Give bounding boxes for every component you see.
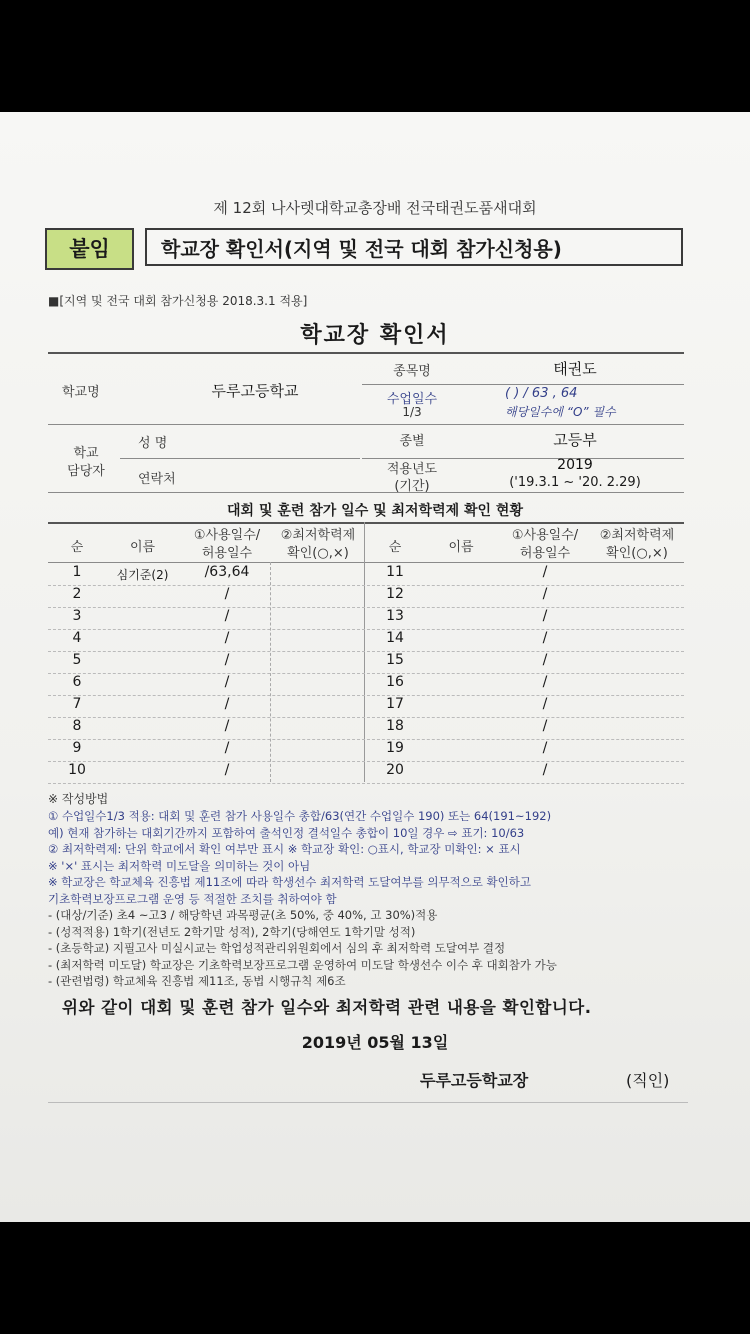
- table-row-days: /: [224, 696, 230, 712]
- col-header-days-right-2: 허용일수: [519, 546, 571, 561]
- col-header-check: ②최저학력제: [280, 528, 356, 543]
- table-row-no: 3: [72, 608, 82, 624]
- col-header-no-right: 순: [388, 540, 402, 555]
- col-header-days-2: 허용일수: [201, 546, 253, 561]
- year-label-2: (기간): [394, 479, 430, 494]
- days-note: 해당일수에 “O” 필수: [505, 405, 616, 419]
- year-value: 2019: [557, 457, 593, 473]
- table-row-no: 7: [72, 696, 82, 712]
- table-row-no: 19: [386, 740, 404, 756]
- division-value: 고등부: [553, 431, 597, 449]
- col-header-check-right-2: 확인(○,×): [606, 546, 668, 561]
- instruction-line: 예) 현재 참가하는 대회기간까지 포함하여 출석인정 결석일수 총합이 10일 경우 ⇨ 표기: 10/63: [48, 825, 525, 840]
- table-row-days: /: [224, 586, 230, 602]
- table-row-days: /: [542, 586, 548, 602]
- table-row-no: 15: [386, 652, 404, 668]
- event-value: 태권도: [553, 360, 597, 378]
- table-row-no: 18: [386, 718, 404, 734]
- days-label-ratio: 1/3: [402, 405, 422, 419]
- attachment-badge: 붙임: [45, 228, 134, 270]
- table-row-days: /: [542, 652, 548, 668]
- table-row-no: 13: [386, 608, 404, 624]
- instruction-line: ※ 학교장은 학교체육 진흥법 제11조에 따라 학생선수 최저학력 도달여부를 의무적으로 확인하고: [48, 875, 531, 889]
- table-row-days: /: [542, 696, 548, 712]
- instruction-line: - (성적적용) 1학기(전년도 2학기말 성적), 2학기(당해연도 1학기말 성적): [48, 924, 416, 939]
- table-row-days: /: [542, 564, 548, 580]
- table-row-days: /63,64: [204, 564, 250, 580]
- table-row-days: /: [542, 674, 548, 690]
- table-row-days: /: [224, 652, 230, 668]
- col-header-days-right: ①사용일수/: [511, 528, 579, 543]
- table-row-no: 12: [386, 586, 404, 602]
- table-row-no: 9: [72, 740, 82, 756]
- document-header: 학교장 확인서(지역 및 전국 대회 참가신청용): [145, 228, 683, 266]
- days-label: 수업일수: [386, 392, 438, 407]
- days-value: ( ) / 63 , 64: [505, 386, 578, 401]
- document-page: [0, 112, 750, 1222]
- division-label: 종별: [399, 434, 425, 449]
- table-row-days: /: [224, 674, 230, 690]
- table-row-days: /: [224, 762, 230, 778]
- status-title: 대회 및 훈련 참가 일수 및 최저학력제 확인 현황: [227, 503, 523, 519]
- table-row-days: /: [224, 608, 230, 624]
- event-title: 제 12회 나사렛대학교총장배 전국태권도품새대회: [213, 199, 537, 217]
- application-note: ■[지역 및 전국 대회 참가신청용 2018.3.1 적용]: [48, 294, 308, 308]
- instruction-line: ① 수업일수1/3 적용: 대회 및 훈련 참가 사용일수 총합/63(연간 수업일수 190) 또는 64(191~192): [48, 809, 552, 823]
- table-row-name: 심기준(2): [116, 568, 169, 582]
- table-row-days: /: [542, 608, 548, 624]
- school-label: 학교명: [62, 385, 100, 400]
- table-row-days: /: [224, 630, 230, 646]
- manager-label-2: 담당자: [67, 464, 105, 479]
- instruction-line: - (초등학교) 지필고사 미실시교는 학업성적관리위원회에서 심의 후 최저학력 도달여부 결정: [48, 941, 506, 955]
- table-row-no: 5: [72, 652, 82, 668]
- name-label: 성 명: [138, 436, 168, 451]
- instruction-line: 기초학력보장프로그램 운영 등 적절한 조치를 취하여야 함: [48, 891, 337, 906]
- table-row-no: 16: [386, 674, 404, 690]
- year-label: 적용년도: [386, 462, 438, 477]
- year-period: ('19.3.1 ~ '20. 2.29): [509, 475, 641, 490]
- col-header-check-right: ②최저학력제: [599, 528, 675, 543]
- instruction-line: ※ '×' 표시는 최저학력 미도달을 의미하는 것이 아님: [48, 858, 311, 873]
- table-row-no: 14: [386, 630, 404, 646]
- manager-label: 학교: [73, 446, 99, 461]
- confirmation-statement: 위와 같이 대회 및 훈련 참가 일수와 최저학력 관련 내용을 확인합니다.: [62, 998, 592, 1017]
- instruction-line: - (대상/기준) 초4 ~고3 / 해당학년 과목평균(초 50%, 중 40%, 고 30%)적용: [48, 908, 438, 922]
- instructions-title: ※ 작성방법: [48, 792, 109, 806]
- table-row-days: /: [224, 740, 230, 756]
- col-header-check-2: 확인(○,×): [287, 546, 349, 561]
- table-row-no: 6: [72, 674, 82, 690]
- table-row-days: /: [542, 718, 548, 734]
- table-row-days: /: [542, 630, 548, 646]
- table-row-no: 17: [386, 696, 404, 712]
- table-row-no: 10: [68, 762, 86, 778]
- instruction-line: - (관련법령) 학교체육 진흥법 제11조, 동법 시행규칙 제6조: [48, 974, 346, 988]
- event-label: 종목명: [393, 364, 431, 379]
- col-header-name: 이름: [129, 540, 156, 555]
- principal-signature: 두루고등학교장: [420, 1071, 529, 1090]
- col-header-days: ①사용일수/: [193, 528, 261, 543]
- table-row-no: 2: [72, 586, 82, 602]
- table-row-days: /: [542, 740, 548, 756]
- official-seal: (직인): [626, 1071, 670, 1090]
- table-row-no: 11: [386, 564, 404, 580]
- table-row-days: /: [224, 718, 230, 734]
- school-name: 두루고등학교: [211, 382, 299, 400]
- document-title: 학교장 확인서: [300, 323, 450, 348]
- col-header-no: 순: [70, 540, 84, 555]
- table-row-no: 4: [72, 630, 82, 646]
- table-row-no: 1: [72, 564, 82, 580]
- col-header-name-right: 이름: [448, 540, 474, 555]
- table-row-days: /: [542, 762, 548, 778]
- table-row-no: 8: [72, 718, 82, 734]
- instruction-line: ② 최저학력제: 단위 학교에서 확인 여부만 표시 ※ 학교장 확인: ○표시, 학교장 미확인: × 표시: [48, 842, 521, 856]
- instruction-line: - (최저학력 미도달) 학교장은 기초학력보장프로그램 운영하여 미도달 학생선수 이수 후 대회참가 가능: [48, 957, 557, 972]
- table-row-no: 20: [386, 762, 404, 778]
- issue-date: 2019년 05월 13일: [301, 1033, 449, 1052]
- contact-label: 연락처: [138, 472, 176, 487]
